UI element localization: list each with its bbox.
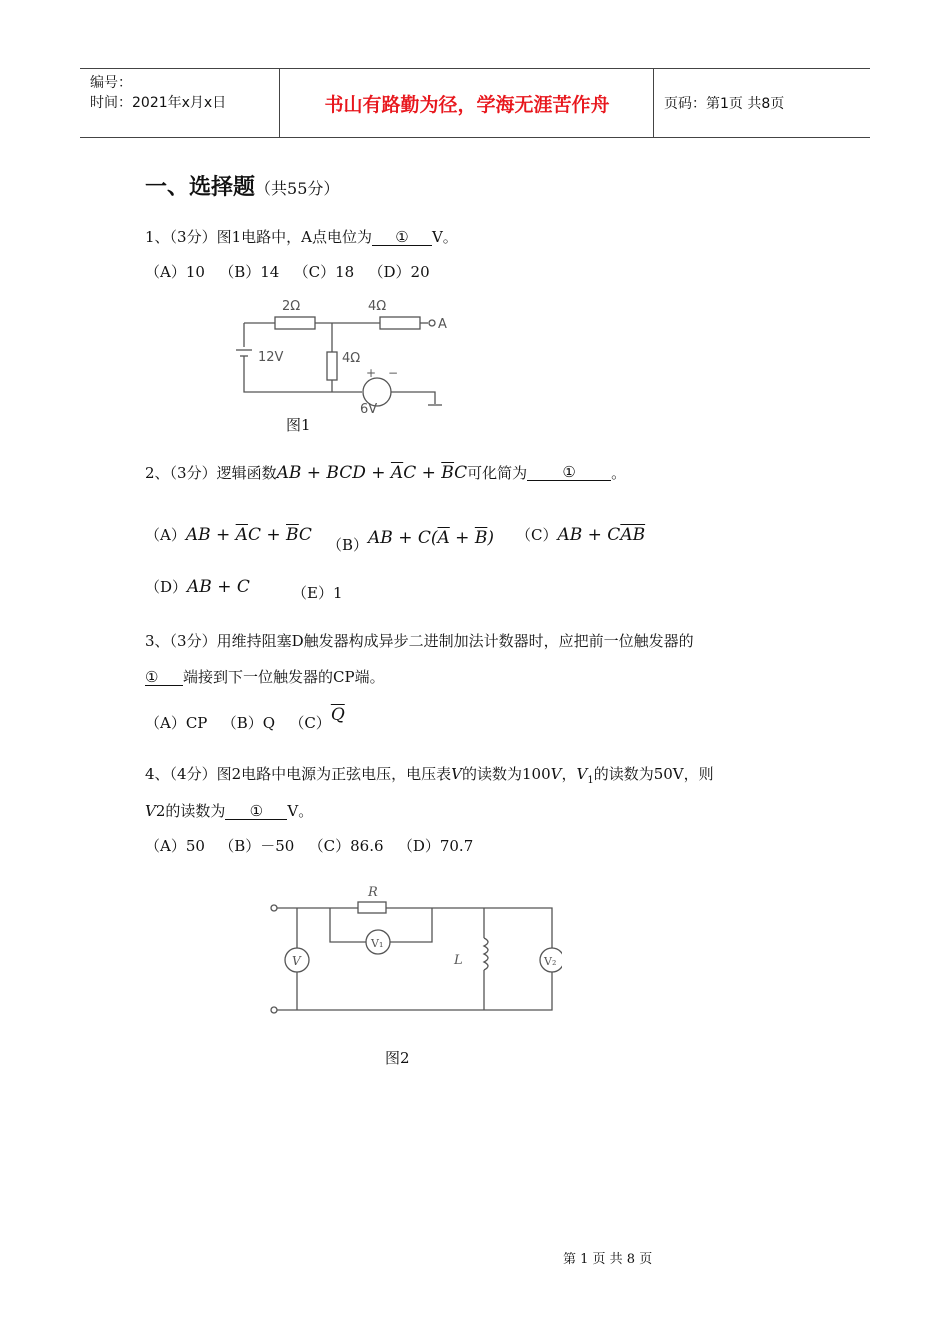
fig2-meter-v2: V₂ (544, 955, 557, 968)
fig1-caption: 图1 (286, 416, 311, 434)
q4-v-unit: V (550, 765, 562, 783)
q2-stem-end: 。 (611, 464, 627, 482)
page-footer: 第 1 页 共 8 页 (563, 1252, 653, 1267)
q2-opt-d-expr: AB + C (187, 576, 250, 597)
fig2-meter-v1: V₁ (371, 937, 384, 950)
q1-options: （A）10 （B）14 （C）18 （D）20 (145, 263, 430, 281)
section-title-text: 一、选择题 (145, 175, 256, 200)
fig1-vsource-label: 6V (360, 402, 378, 414)
section-title (145, 170, 339, 201)
q2-opt-c-label: （C） (516, 526, 558, 544)
q4-options: （A）50 （B）－50 （C）86.6 （D）70.7 (145, 837, 474, 855)
figure-1-circuit (230, 292, 450, 414)
fig2-r-label: R (368, 885, 378, 900)
fig1-r2-label: 4Ω (368, 299, 387, 314)
q1-stem-text: 1、（3分）图1电路中，A点电位为 (145, 228, 372, 246)
q2-opt-b-label: （B） (327, 536, 369, 554)
fig1-source-label: 12V (258, 350, 284, 365)
q2-stem-mid: 可化简为 (467, 464, 528, 482)
q2-option-a (145, 524, 312, 545)
q1-stem-end: V。 (431, 228, 458, 246)
section-points: （共55分） (255, 179, 340, 198)
q4-line2-b: 2的读数为 (155, 802, 226, 820)
q4-line1-c: ， (561, 765, 577, 783)
q4-v1-sub: 1 (587, 775, 594, 786)
serial-label: 编号： (90, 75, 132, 91)
q4-blank: ① (225, 803, 287, 820)
q4-line2-c: V。 (287, 802, 314, 820)
fig2-l-label: L (454, 953, 463, 968)
q4-v2: V (145, 802, 156, 820)
q3-options (145, 705, 345, 733)
q2-option-b (327, 520, 494, 555)
q3-line2-text: 端接到下一位触发器的CP端。 (183, 668, 385, 686)
fig2-meter-v: V (292, 954, 301, 968)
fig1-minus: − (388, 366, 399, 380)
header-motto: 书山有路勤为径，学海无涯苦作舟 (281, 69, 654, 137)
q3-blank: ① (145, 669, 183, 686)
q4-line1-b: 的读数为100 (461, 765, 551, 783)
q2-option-d (145, 576, 250, 597)
q2-opt-c-expr: AB + $C\overline{AB}$ (557, 524, 646, 545)
q2-opt-a-label: （A） (145, 526, 186, 544)
q4-v1: V (576, 765, 588, 783)
fig1-r3-label: 4Ω (342, 351, 361, 366)
header-meta (80, 69, 280, 137)
figure-2-circuit (262, 880, 562, 1020)
q4-line1-a: 4、（4分）图2电路中电源为正弦电压，电压表 (145, 765, 452, 783)
fig1-r1-label: 2Ω (282, 299, 301, 314)
q4-v: V (451, 765, 462, 783)
q2-option-c (516, 524, 645, 545)
fig2-caption: 图2 (385, 1049, 410, 1067)
q2-blank: ① (527, 464, 611, 481)
q4-line2 (145, 800, 313, 821)
header-page-info: 页码：第1页 共8页 (664, 96, 785, 112)
q1-blank: ① (372, 229, 432, 246)
q1-stem (145, 226, 458, 247)
q2-option-e: （E）1 (292, 584, 343, 602)
q2-opt-d-label: （D） (145, 578, 188, 596)
q2-logic-function: AB + BCD + $\overline{A}C + \overline{B}C$ (276, 462, 468, 483)
page-header (80, 68, 870, 138)
q2-stem-text: 2、（3分）逻辑函数 (145, 464, 277, 482)
q3-line2 (145, 666, 385, 687)
q3-options-text: （A）CP （B）Q （C） (145, 714, 331, 732)
fig1-plus: + (366, 366, 377, 380)
q3-line1: 3、（3分）用维持阻塞D触发器构成异步二进制加法计数器时，应把前一位触发器的 (145, 632, 694, 650)
q2-opt-a-expr: AB + $\overline{A}C + \overline{B}C$ (185, 524, 312, 545)
q2-opt-b-expr: AB + $C(\overline{A} + \overline{B})$ (368, 527, 494, 548)
q4-line1-d: 的读数为50V，则 (593, 765, 714, 783)
q2-stem (145, 462, 626, 483)
fig1-node-a: A (438, 317, 447, 332)
q3-opt-c-symbol: $\overline{Q}$ (330, 705, 345, 725)
q4-line1 (145, 763, 714, 786)
time-label: 时间：2021年x月x日 (90, 95, 227, 111)
